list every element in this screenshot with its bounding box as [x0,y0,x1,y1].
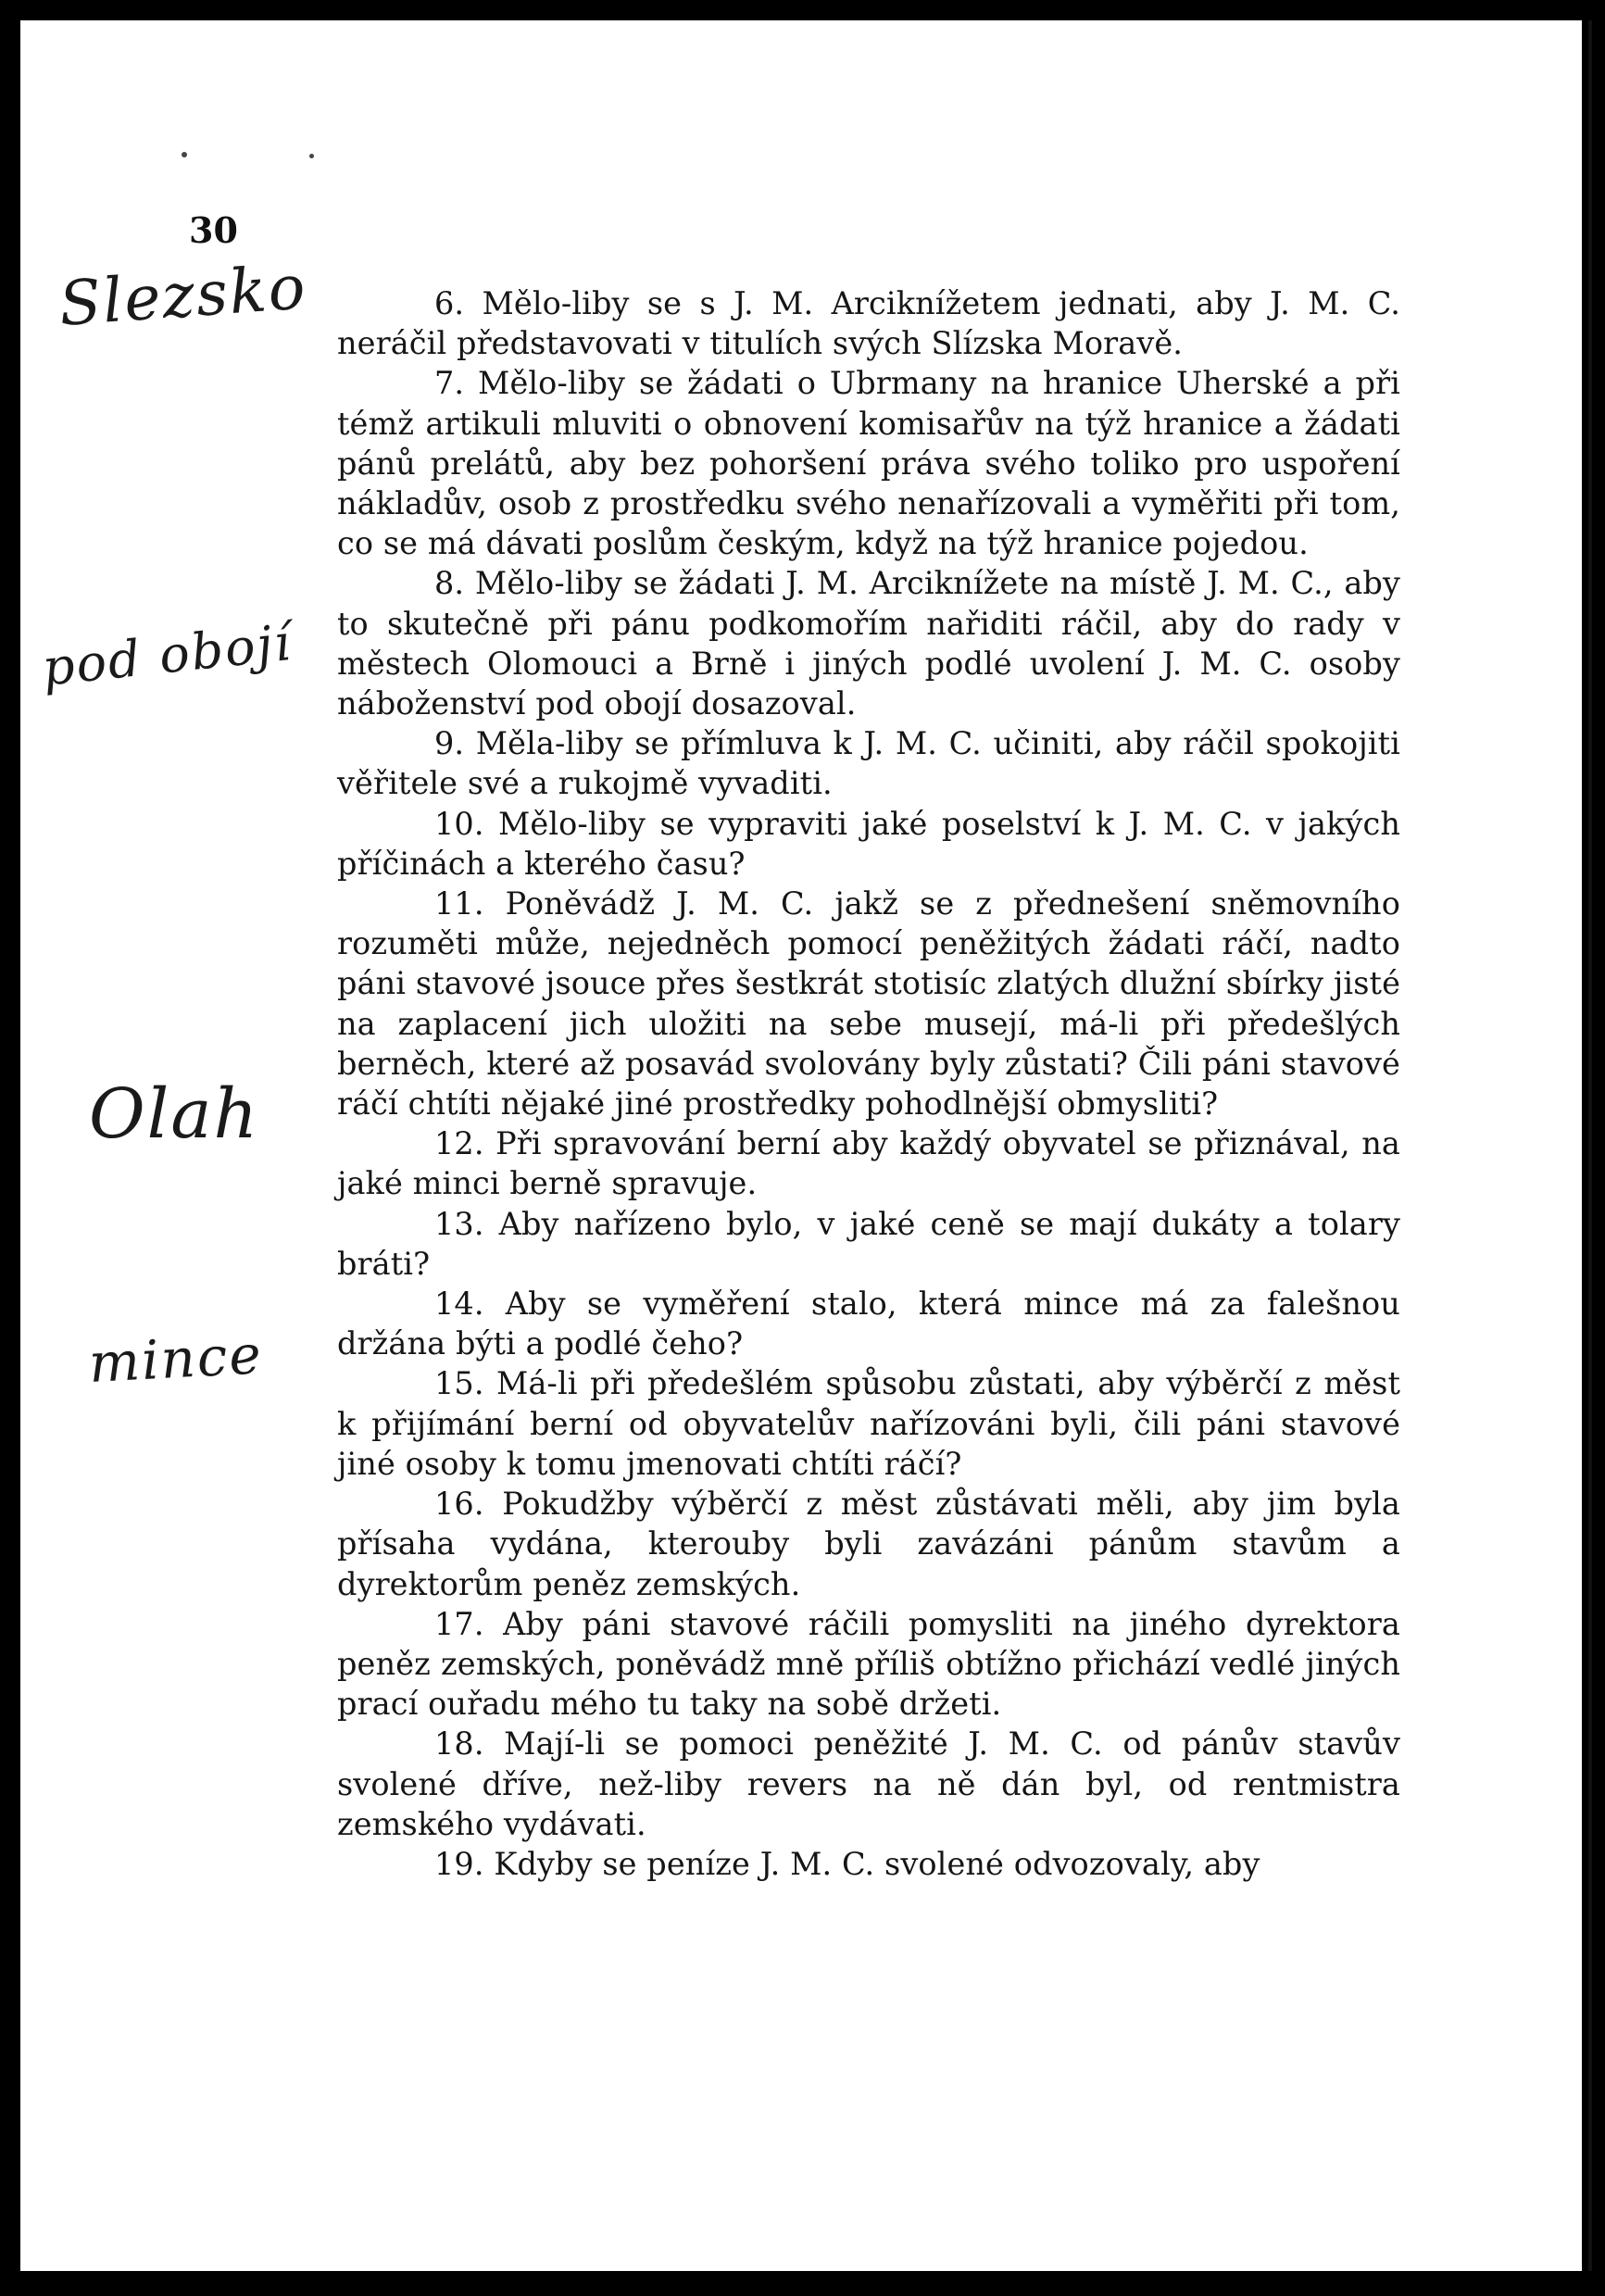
paragraph-8: 8. Mělo-liby se žádati J. M. Arciknížete na místě J. M. C., aby to skutečně při pánu podkomořím nařiditi ráčil, aby do rady v městech Olomouci a Brně i jiných podlé uvolení J. M. C. osoby náboženství pod obojí dosazoval. [337,565,1400,722]
paragraph-17: 17. Aby páni stavové ráčili pomysliti na jiného dyrektora peněz zemských, poněvádž mně příliš obtížno přichází vedlé jiných prací ouřadu mého tu taky na sobě držeti. [337,1605,1400,1723]
paragraph-18: 18. Mají-li se pomoci peněžité J. M. C. od pánův stavův svolené dříve, než-liby revers na ně dán byl, od rentmistra zemského vydávati. [337,1725,1400,1842]
margin-note-pod-oboji: pod obojí [39,612,295,697]
scan-speck [182,152,187,157]
paragraph-11: 11. Poněvádž J. M. C. jakž se z přednešení sněmovního rozuměti může, nejedněch pomocí peněžitých žádati ráčí, nadto páni stavové jsouce přes šestkrát stotisíc zlatých dlužní sbírky jisté na zaplacení jich uložiti na sebe musejí, má-li při předešlých berněch, které až posavád svolovány byly zůstati? Čili páni stavové ráčí chtíti nějaké jiné prostředky pohodlnější obmysliti? [337,885,1400,1123]
page-edge-shadow [1588,20,1592,2271]
margin-note-mince: mince [87,1323,265,1395]
body-text [337,283,1400,1884]
paragraph-15: 15. Má-li při předešlém spůsobu zůstati, aby výběrčí z měst k přijímání berní od obyvatelův nařízováni byli, čili páni stavové jiné osoby k tomu jmenovati chtíti ráčí? [337,1365,1400,1482]
paragraph-6: 6. Mělo-liby se s J. M. Arciknížetem jednati, aby J. M. C. neráčil představovati v titulích svých Slízska Moravě. [337,285,1400,362]
paragraph-19: 19. Kdyby se peníze J. M. C. svolené odvozovaly, aby [434,1845,1260,1882]
paragraph-10: 10. Mělo-liby se vypraviti jaké poselství k J. M. C. v jakých příčinách a kterého času? [337,805,1400,882]
margin-note-slezsko: Slezsko [56,251,309,340]
paragraph-14: 14. Aby se vyměření stalo, která mince má za falešnou držána býti a podlé čeho? [337,1286,1400,1362]
scan-speck [309,154,314,158]
paragraph-12: 12. Při spravování berní aby každý obyvatel se přiznával, na jaké minci berně spravuje. [337,1125,1400,1202]
page-number: 30 [189,209,238,251]
margin-note-olah: Olah [89,1074,260,1154]
paragraph-16: 16. Pokudžby výběrčí z měst zůstávati měli, aby jim byla přísaha vydána, kterouby byli zavázáni pánům stavům a dyrektorům peněz zemských. [337,1486,1400,1602]
paragraph-7: 7. Mělo-liby se žádati o Ubrmany na hranice Uherské a při témž artikuli mluviti o obnovení komisařův na týž hranice a žádati pánů prelátů, aby bez pohoršení práva svého toliko pro uspoření nákladův, osob z prostředku svého nenařízovali a vyměřiti při tom, co se má dávati poslům českým, když na týž hranice pojedou. [337,365,1400,562]
paragraph-13: 13. Aby nařízeno bylo, v jaké ceně se mají dukáty a tolary bráti? [337,1205,1400,1282]
paragraph-9: 9. Měla-liby se přímluva k J. M. C. učiniti, aby ráčil spokojiti věřitele své a rukojmě vyvaditi. [337,725,1400,802]
